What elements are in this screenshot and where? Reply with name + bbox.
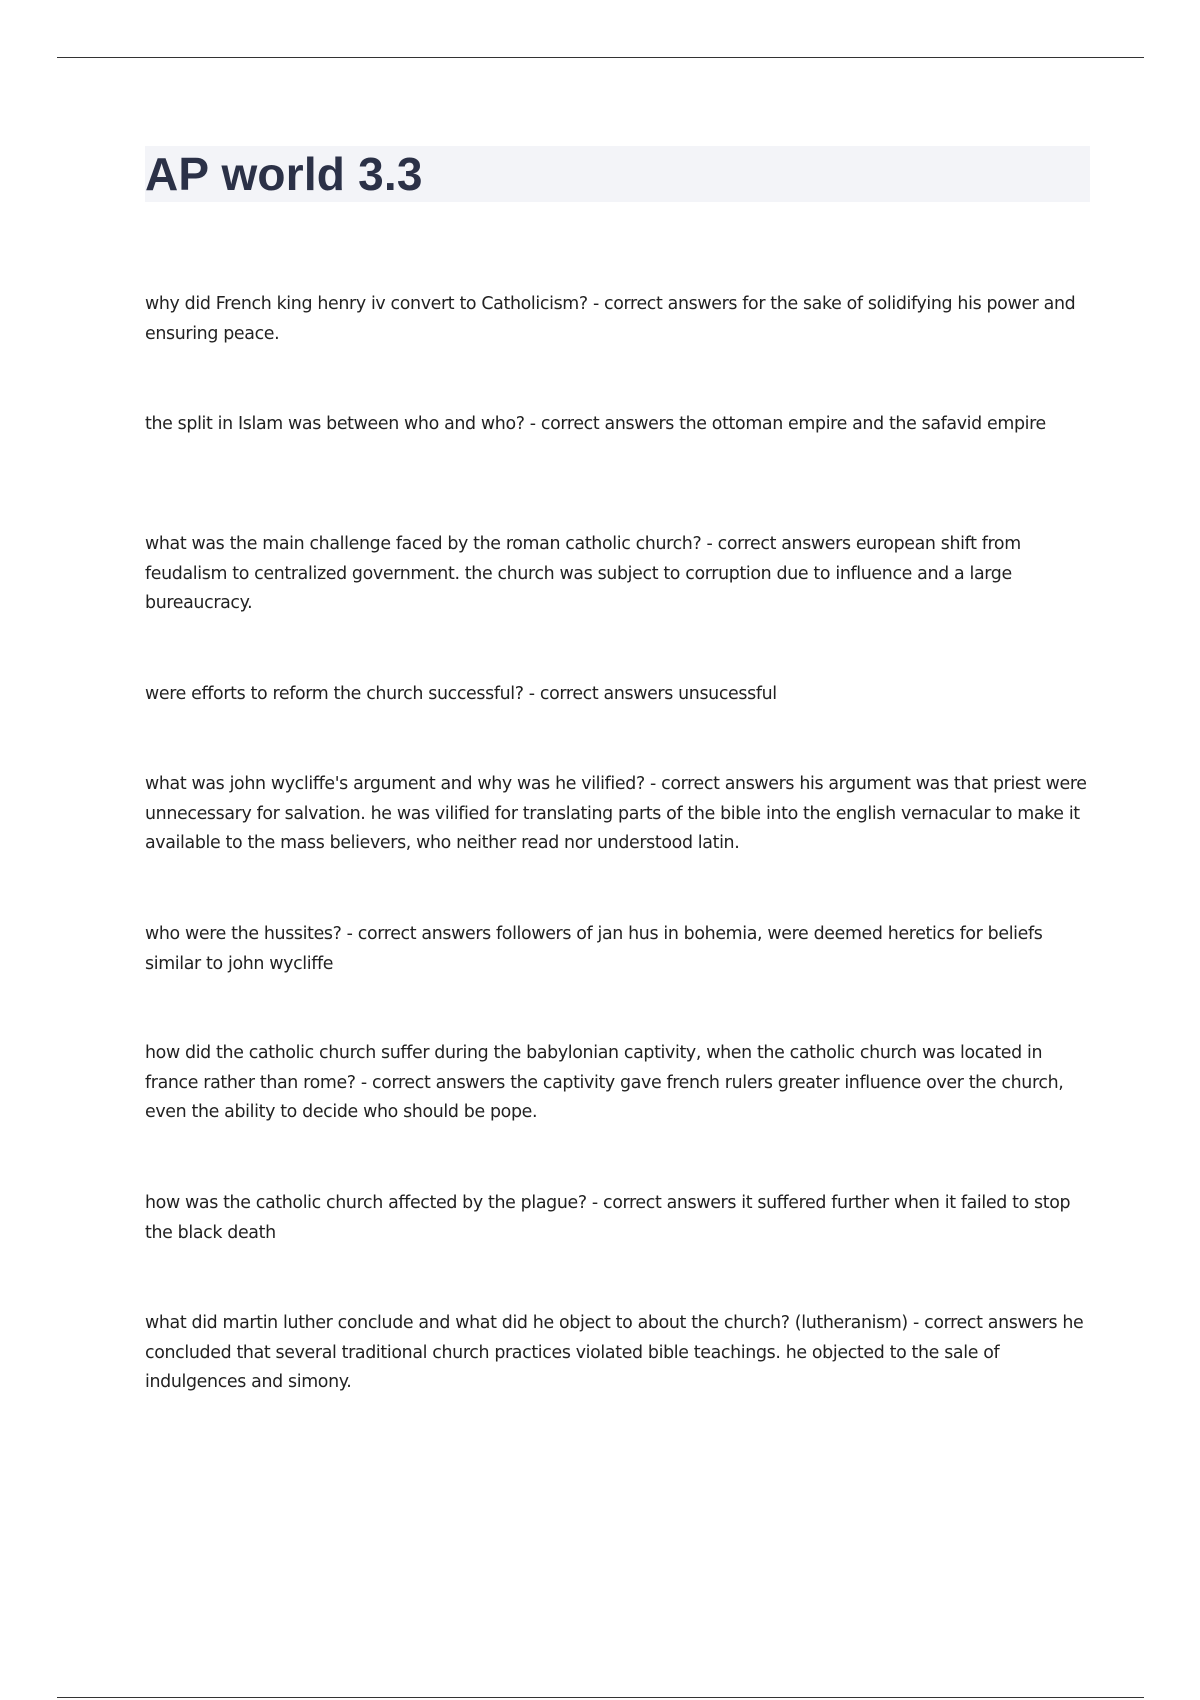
qa-item-8: how was the catholic church affected by the plague? - correct answers it suffered further when it failed to stop the black death [145, 1193, 1071, 1243]
qa-item-7: how did the catholic church suffer during the babylonian captivity, when the catholic church was located in france rather than rome? - correct answers the captivity gave french rulers greater influence over the church, even the ability to decide who should be pope. [145, 1043, 1064, 1122]
bottom-rule [57, 1697, 1144, 1698]
qa-item-3: what was the main challenge faced by the roman catholic church? - correct answers european shift from feudalism to centralized government. the church was subject to corruption due to influence and a large bureaucracy. [145, 534, 1021, 613]
top-rule [57, 57, 1144, 58]
qa-item-2: the split in Islam was between who and who? - correct answers the ottoman empire and the safavid empire [145, 414, 1046, 434]
qa-item-4: were efforts to reform the church successful? - correct answers unsucessful [145, 684, 777, 704]
qa-item-6: who were the hussites? - correct answers followers of jan hus in bohemia, were deemed heretics for beliefs similar to john wycliffe [145, 924, 1043, 974]
qa-item-5: what was john wycliffe's argument and why was he vilified? - correct answers his argument was that priest were unnecessary for salvation. he was vilified for translating parts of the bible into the english vernacular to make it available to the mass believers, who neither read nor understood latin. [145, 774, 1087, 853]
qa-item-1: why did French king henry iv convert to Catholicism? - correct answers for the sake of solidifying his power and ensuring peace. [145, 294, 1076, 344]
qa-item-9: what did martin luther conclude and what did he object to about the church? (lutheranism) - correct answers he concluded that several traditional church practices violated bible teachings. he objected to the sale of indulgences and simony. [145, 1313, 1084, 1392]
page-title: AP world 3.3 [145, 148, 423, 200]
